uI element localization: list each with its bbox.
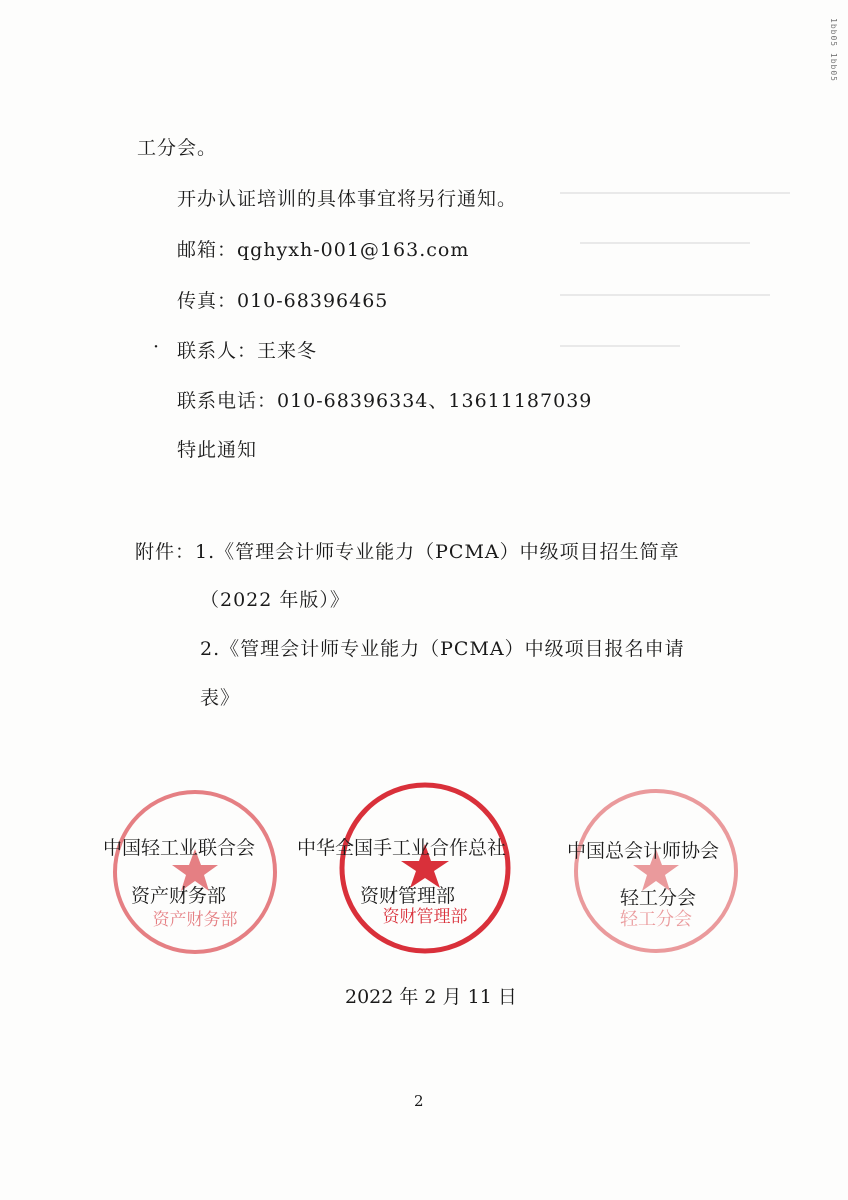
attachment-2-line-1: 2.《管理会计师专业能力（PCMA）中级项目报名申请	[200, 638, 685, 660]
email-line: 邮箱：qghyxh-001@163.com	[177, 239, 470, 261]
org-3-department: 轻工分会	[620, 887, 697, 909]
bleed-through-line	[560, 192, 790, 194]
attachment-1-line-2: （2022 年版）》	[200, 589, 350, 611]
svg-text:资财管理部: 资财管理部	[382, 907, 468, 927]
contact-line: 联系人：王来冬	[177, 340, 318, 362]
org-2-department: 资财管理部	[360, 885, 456, 907]
attachment-2-line-2: 表》	[200, 687, 241, 709]
svg-text:资产财务部: 资产财务部	[152, 910, 238, 930]
official-seal-2	[337, 780, 513, 956]
org-3-name: 中国总会计师协会	[567, 840, 720, 862]
official-seal-1	[110, 787, 280, 957]
official-seal-3	[570, 785, 742, 957]
phone-line: 联系电话：010-68396334、13611187039	[177, 390, 593, 412]
notice-line: 特此通知	[177, 439, 258, 461]
attachment-1-line-1: 附件：1.《管理会计师专业能力（PCMA）中级项目招生简章	[135, 541, 680, 563]
bleed-through-line	[560, 294, 770, 296]
org-1-department: 资产财务部	[131, 885, 227, 907]
bleed-through-line	[560, 345, 680, 347]
svg-text:轻工分会: 轻工分会	[620, 909, 692, 930]
body-line-1: 工分会。	[137, 137, 218, 159]
bullet-mark: ·	[153, 336, 160, 358]
issue-date: 2022 年 2 月 11 日	[345, 986, 517, 1008]
scan-mark: 1bb05 1bb05	[829, 18, 838, 82]
fax-line: 传真：010-68396465	[177, 290, 389, 312]
org-1-name: 中国轻工业联合会	[103, 837, 256, 859]
bleed-through-line	[580, 242, 750, 244]
org-2-name: 中华全国手工业合作总社	[297, 837, 507, 859]
body-line-2: 开办认证培训的具体事宜将另行通知。	[177, 188, 518, 210]
page-number: 2	[414, 1092, 424, 1110]
